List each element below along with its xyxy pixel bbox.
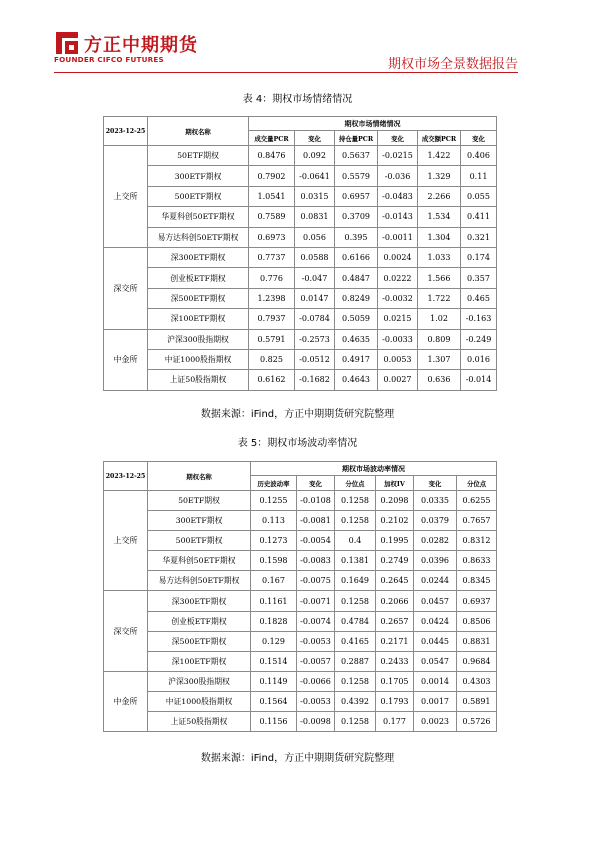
exchange-cell: 中金所 xyxy=(104,671,148,731)
value-cell: -0.0083 xyxy=(297,551,335,571)
table-row xyxy=(104,631,497,651)
column-header: 加权IV xyxy=(376,476,414,491)
value-cell: 0.5059 xyxy=(335,309,378,329)
value-cell: 0.825 xyxy=(249,349,295,369)
value-cell: 0.8633 xyxy=(457,551,497,571)
option-name-cell: 上证50股指期权 xyxy=(148,370,249,390)
value-cell: 0.0027 xyxy=(378,370,418,390)
table-row xyxy=(104,268,497,288)
table4-source: 数据来源：iFind，方正中期期货研究院整理 xyxy=(200,409,395,420)
value-cell: 0.0222 xyxy=(378,268,418,288)
name-column-header: 期权名称 xyxy=(148,117,249,146)
value-cell: 0.8476 xyxy=(249,146,295,166)
value-cell: -0.0512 xyxy=(295,349,335,369)
option-name-cell: 上证50股指期权 xyxy=(148,712,251,732)
value-cell: 0.0215 xyxy=(378,309,418,329)
exchange-cell: 上交所 xyxy=(104,491,148,591)
value-cell: 1.0541 xyxy=(249,186,295,206)
option-name-cell: 50ETF期权 xyxy=(148,146,249,166)
value-cell: 0.113 xyxy=(251,511,297,531)
value-cell: 0.1649 xyxy=(335,571,376,591)
value-cell: 0.395 xyxy=(335,227,378,247)
value-cell: 0.8249 xyxy=(335,288,378,308)
option-name-cell: 易方达科创50ETF期权 xyxy=(148,227,249,247)
value-cell: 0.1258 xyxy=(335,712,376,732)
value-cell: 0.0147 xyxy=(295,288,335,308)
value-cell: 0.4303 xyxy=(457,671,497,691)
logo-english-name: FOUNDER CIFCO FUTURES xyxy=(54,55,164,64)
option-name-cell: 创业板ETF期权 xyxy=(148,268,249,288)
table5-caption: 表 5：期权市场波动率情况 xyxy=(237,438,358,449)
value-cell: -0.2573 xyxy=(295,329,335,349)
value-cell: 0.177 xyxy=(376,712,414,732)
value-cell: 0.2657 xyxy=(376,611,414,631)
page-header xyxy=(0,0,595,75)
header-divider xyxy=(54,72,518,73)
option-name-cell: 华夏科创50ETF期权 xyxy=(148,551,251,571)
value-cell: 0.6973 xyxy=(249,227,295,247)
value-cell: 1.307 xyxy=(418,349,461,369)
table-row xyxy=(104,247,497,267)
value-cell: 0.11 xyxy=(461,166,497,186)
option-name-cell: 300ETF期权 xyxy=(148,166,249,186)
table-row xyxy=(104,691,497,711)
value-cell: 0.1793 xyxy=(376,691,414,711)
table-row xyxy=(104,288,497,308)
option-name-cell: 300ETF期权 xyxy=(148,511,251,531)
value-cell: 0.1828 xyxy=(251,611,297,631)
table-row xyxy=(104,551,497,571)
table-group-header-row xyxy=(104,462,497,476)
value-cell: 0.2171 xyxy=(376,631,414,651)
value-cell: -0.0054 xyxy=(297,531,335,551)
value-cell: 0.357 xyxy=(461,268,497,288)
value-cell: 0.0445 xyxy=(414,631,457,651)
table-row xyxy=(104,671,497,691)
value-cell: 0.5637 xyxy=(335,146,378,166)
table-row xyxy=(104,491,497,511)
value-cell: 0.0017 xyxy=(414,691,457,711)
value-cell: 0.1161 xyxy=(251,591,297,611)
value-cell: -0.0483 xyxy=(378,186,418,206)
value-cell: 0.4 xyxy=(335,531,376,551)
column-header: 持仓量PCR xyxy=(335,131,378,146)
table-row xyxy=(104,651,497,671)
value-cell: 0.4635 xyxy=(335,329,378,349)
value-cell: 0.5726 xyxy=(457,712,497,732)
value-cell: 0.5791 xyxy=(249,329,295,349)
value-cell: 0.0457 xyxy=(414,591,457,611)
value-cell: 0.1149 xyxy=(251,671,297,691)
value-cell: 0.4784 xyxy=(335,611,376,631)
option-name-cell: 50ETF期权 xyxy=(148,491,251,511)
value-cell: 0.411 xyxy=(461,207,497,227)
metric-group-header: 期权市场情绪情况 xyxy=(249,117,497,131)
table-row xyxy=(104,370,497,390)
value-cell: 0.1156 xyxy=(251,712,297,732)
value-cell: 0.0396 xyxy=(414,551,457,571)
value-cell: 0.129 xyxy=(251,631,297,651)
column-header: 成交额PCR xyxy=(418,131,461,146)
value-cell: 0.055 xyxy=(461,186,497,206)
value-cell: 1.329 xyxy=(418,166,461,186)
value-cell: 0.2066 xyxy=(376,591,414,611)
exchange-cell: 中金所 xyxy=(104,329,148,390)
value-cell: 0.1514 xyxy=(251,651,297,671)
value-cell: 0.8506 xyxy=(457,611,497,631)
table-row xyxy=(104,186,497,206)
value-cell: 0.7937 xyxy=(249,309,295,329)
value-cell: 0.0023 xyxy=(414,712,457,732)
value-cell: 0.0379 xyxy=(414,511,457,531)
table-row xyxy=(104,511,497,531)
value-cell: 0.1273 xyxy=(251,531,297,551)
value-cell: 0.776 xyxy=(249,268,295,288)
value-cell: 0.0424 xyxy=(414,611,457,631)
exchange-cell: 深交所 xyxy=(104,591,148,671)
exchange-cell: 深交所 xyxy=(104,247,148,329)
value-cell: 1.033 xyxy=(418,247,461,267)
value-cell: -0.0215 xyxy=(378,146,418,166)
sentiment-table xyxy=(103,116,497,391)
value-cell: 0.2749 xyxy=(376,551,414,571)
table-row xyxy=(104,207,497,227)
value-cell: 0.0315 xyxy=(295,186,335,206)
option-name-cell: 深100ETF期权 xyxy=(148,651,251,671)
value-cell: -0.0057 xyxy=(297,651,335,671)
value-cell: 0.6166 xyxy=(335,247,378,267)
column-header: 变化 xyxy=(414,476,457,491)
name-column-header: 期权名称 xyxy=(148,462,251,491)
value-cell: 0.9684 xyxy=(457,651,497,671)
value-cell: 0.1258 xyxy=(335,491,376,511)
value-cell: 1.566 xyxy=(418,268,461,288)
exchange-cell: 上交所 xyxy=(104,146,148,248)
value-cell: -0.036 xyxy=(378,166,418,186)
metric-group-header: 期权市场波动率情况 xyxy=(251,462,497,476)
table-row xyxy=(104,611,497,631)
founder-logo-icon xyxy=(54,30,80,56)
option-name-cell: 深100ETF期权 xyxy=(148,309,249,329)
table-row xyxy=(104,166,497,186)
value-cell: 0.8312 xyxy=(457,531,497,551)
table-row xyxy=(104,309,497,329)
value-cell: 1.02 xyxy=(418,309,461,329)
value-cell: 0.016 xyxy=(461,349,497,369)
value-cell: 0.7737 xyxy=(249,247,295,267)
value-cell: 0.1705 xyxy=(376,671,414,691)
value-cell: -0.0143 xyxy=(378,207,418,227)
table4-caption: 表 4：期权市场情绪情况 xyxy=(242,94,353,105)
value-cell: 0.1255 xyxy=(251,491,297,511)
value-cell: 0.636 xyxy=(418,370,461,390)
value-cell: 0.465 xyxy=(461,288,497,308)
value-cell: 0.1258 xyxy=(335,511,376,531)
option-name-cell: 沪深300股指期权 xyxy=(148,671,251,691)
value-cell: 0.8345 xyxy=(457,571,497,591)
value-cell: 0.7589 xyxy=(249,207,295,227)
value-cell: 0.0244 xyxy=(414,571,457,591)
value-cell: 0.1258 xyxy=(335,591,376,611)
value-cell: 0.092 xyxy=(295,146,335,166)
option-name-cell: 易方达科创50ETF期权 xyxy=(148,571,251,591)
value-cell: 0.0588 xyxy=(295,247,335,267)
value-cell: -0.0071 xyxy=(297,591,335,611)
value-cell: 0.6937 xyxy=(457,591,497,611)
table-row xyxy=(104,571,497,591)
company-logo xyxy=(54,30,204,64)
option-name-cell: 沪深300股指期权 xyxy=(148,329,249,349)
option-name-cell: 深500ETF期权 xyxy=(148,288,249,308)
value-cell: 0.4165 xyxy=(335,631,376,651)
column-header: 分位点 xyxy=(335,476,376,491)
option-name-cell: 500ETF期权 xyxy=(148,186,249,206)
value-cell: 0.0024 xyxy=(378,247,418,267)
value-cell: 0.4917 xyxy=(335,349,378,369)
report-title: 期权市场全景数据报告 xyxy=(387,57,518,72)
value-cell: 2.266 xyxy=(418,186,461,206)
value-cell: 0.0014 xyxy=(414,671,457,691)
value-cell: 0.4847 xyxy=(335,268,378,288)
option-name-cell: 深300ETF期权 xyxy=(148,247,249,267)
value-cell: 0.1564 xyxy=(251,691,297,711)
value-cell: 0.7902 xyxy=(249,166,295,186)
table5-source: 数据来源：iFind，方正中期期货研究院整理 xyxy=(200,753,395,764)
value-cell: 0.2887 xyxy=(335,651,376,671)
value-cell: 0.6255 xyxy=(457,491,497,511)
option-name-cell: 深300ETF期权 xyxy=(148,591,251,611)
value-cell: 0.809 xyxy=(418,329,461,349)
table-row xyxy=(104,227,497,247)
value-cell: -0.0011 xyxy=(378,227,418,247)
volatility-table xyxy=(103,461,497,732)
value-cell: 1.304 xyxy=(418,227,461,247)
value-cell: -0.249 xyxy=(461,329,497,349)
value-cell: 1.422 xyxy=(418,146,461,166)
value-cell: 1.722 xyxy=(418,288,461,308)
column-header: 变化 xyxy=(461,131,497,146)
value-cell: 0.321 xyxy=(461,227,497,247)
table-group-header-row xyxy=(104,117,497,131)
value-cell: 0.4392 xyxy=(335,691,376,711)
value-cell: 0.2102 xyxy=(376,511,414,531)
value-cell: 0.174 xyxy=(461,247,497,267)
option-name-cell: 中证1000股指期权 xyxy=(148,691,251,711)
column-header: 变化 xyxy=(378,131,418,146)
value-cell: -0.0075 xyxy=(297,571,335,591)
value-cell: 0.0335 xyxy=(414,491,457,511)
date-header: 2023-12-25 xyxy=(104,462,148,491)
value-cell: 0.406 xyxy=(461,146,497,166)
table-row xyxy=(104,146,497,166)
value-cell: 0.2433 xyxy=(376,651,414,671)
value-cell: 0.4643 xyxy=(335,370,378,390)
logo-chinese-name: 方正中期期货 xyxy=(84,35,198,56)
column-header: 变化 xyxy=(295,131,335,146)
value-cell: 0.2098 xyxy=(376,491,414,511)
value-cell: 0.6162 xyxy=(249,370,295,390)
column-header: 分位点 xyxy=(457,476,497,491)
value-cell: 0.056 xyxy=(295,227,335,247)
value-cell: 1.2398 xyxy=(249,288,295,308)
table-row xyxy=(104,712,497,732)
value-cell: -0.1682 xyxy=(295,370,335,390)
table-row xyxy=(104,329,497,349)
option-name-cell: 500ETF期权 xyxy=(148,531,251,551)
value-cell: 0.5579 xyxy=(335,166,378,186)
value-cell: 0.1598 xyxy=(251,551,297,571)
table-row xyxy=(104,591,497,611)
value-cell: 0.1381 xyxy=(335,551,376,571)
value-cell: 0.1258 xyxy=(335,671,376,691)
value-cell: -0.014 xyxy=(461,370,497,390)
value-cell: 1.534 xyxy=(418,207,461,227)
column-header: 变化 xyxy=(297,476,335,491)
value-cell: 0.0831 xyxy=(295,207,335,227)
value-cell: 0.0282 xyxy=(414,531,457,551)
value-cell: 0.0053 xyxy=(378,349,418,369)
value-cell: 0.167 xyxy=(251,571,297,591)
value-cell: 0.1995 xyxy=(376,531,414,551)
option-name-cell: 创业板ETF期权 xyxy=(148,611,251,631)
option-name-cell: 深500ETF期权 xyxy=(148,631,251,651)
value-cell: 0.6957 xyxy=(335,186,378,206)
value-cell: -0.0784 xyxy=(295,309,335,329)
value-cell: -0.0032 xyxy=(378,288,418,308)
table-row xyxy=(104,349,497,369)
option-name-cell: 华夏科创50ETF期权 xyxy=(148,207,249,227)
date-header: 2023-12-25 xyxy=(104,117,148,146)
value-cell: -0.0066 xyxy=(297,671,335,691)
value-cell: -0.0108 xyxy=(297,491,335,511)
value-cell: -0.163 xyxy=(461,309,497,329)
column-header: 历史波动率 xyxy=(251,476,297,491)
option-name-cell: 中证1000股指期权 xyxy=(148,349,249,369)
column-header: 成交量PCR xyxy=(249,131,295,146)
value-cell: -0.0098 xyxy=(297,712,335,732)
value-cell: -0.0053 xyxy=(297,691,335,711)
value-cell: -0.0053 xyxy=(297,631,335,651)
value-cell: 0.3709 xyxy=(335,207,378,227)
value-cell: 0.8831 xyxy=(457,631,497,651)
value-cell: -0.0081 xyxy=(297,511,335,531)
value-cell: -0.047 xyxy=(295,268,335,288)
value-cell: 0.5891 xyxy=(457,691,497,711)
value-cell: 0.2645 xyxy=(376,571,414,591)
value-cell: -0.0033 xyxy=(378,329,418,349)
value-cell: -0.0641 xyxy=(295,166,335,186)
value-cell: 0.7657 xyxy=(457,511,497,531)
value-cell: 0.0547 xyxy=(414,651,457,671)
table-row xyxy=(104,531,497,551)
value-cell: -0.0074 xyxy=(297,611,335,631)
